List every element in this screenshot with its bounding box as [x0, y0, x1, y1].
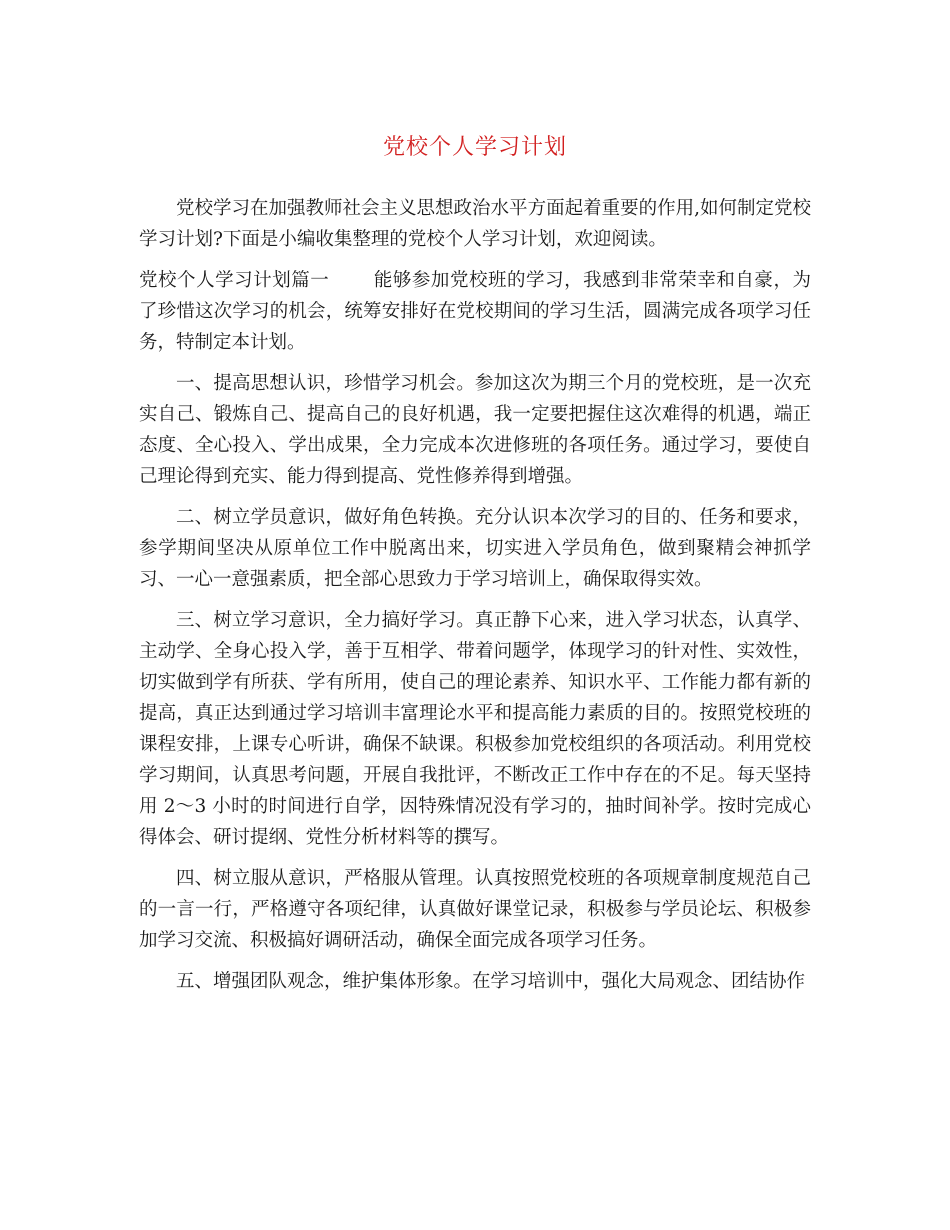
section-paragraph [139, 265, 811, 358]
section-text: 能够参加党校班的学习，我感到非常荣幸和自豪，为了珍惜这次学习的机会，统筹安排好在党校期间的学习生活，圆满完成各项学习任务，特制定本计划。 [139, 270, 811, 353]
body-paragraph-1: 一、提高思想认识，珍惜学习机会。参加这次为期三个月的党校班，是一次充实自己、锻炼自己、提高自己的良好机遇，我一定要把握住这次难得的机遇，端正态度、全心投入、学出成果，全力完成本次进修班的各项任务。通过学习，要使自己理论得到充实、能力得到提高、党性修养得到增强。 [139, 373, 811, 487]
body-paragraph-3: 三、树立学习意识，全力搞好学习。真正静下心来，进入学习状态，认真学、主动学、全身心投入学，善于互相学、带着问题学，体现学习的针对性、实效性，切实做到学有所获、学有所用，使自己的理论素养、知识水平、工作能力都有新的提高，真正达到通过学习培训丰富理论水平和提高能力素质的目的。按照党校班的课程安排，上课专心听讲，确保不缺课。积极参加党校组织的各项活动。利用党校学习期间，认真思考问题，开展自我批评，不断改正工作中存在的不足。每天坚持用 2～3 小时的时间进行自学，因特殊情况没有学习的，抽时间补学。按时完成心得体会、研讨提纲、党性分析材料等的撰写。 [139, 610, 811, 848]
intro-paragraph: 党校学习在加强教师社会主义思想政治水平方面起着重要的作用,如何制定党校学习计划?下面是小编收集整理的党校个人学习计划，欢迎阅读。 [139, 198, 811, 250]
document-body [139, 193, 811, 1007]
body-paragraph-2: 二、树立学员意识，做好角色转换。充分认识本次学习的目的、任务和要求，参学期间坚决从原单位工作中脱离出来，切实进入学员角色，做到聚精会神抓学习、一心一意强素质，把全部心思致力于学习培训上，确保取得实效。 [139, 507, 811, 590]
body-paragraph-5: 五、增强团队观念，维护集体形象。在学习培训中，强化大局观念、团结协作 [176, 971, 806, 992]
body-paragraph-4: 四、树立服从意识，严格服从管理。认真按照党校班的各项规章制度规范自己的一言一行，严格遵守各项纪律，认真做好课堂记录，积极参与学员论坛、积极参加学习交流、积极搞好调研活动，确保全面完成各项学习任务。 [139, 868, 811, 951]
section-label: 党校个人学习计划篇一 [139, 270, 330, 291]
document-title: 党校个人学习计划 [382, 135, 567, 160]
